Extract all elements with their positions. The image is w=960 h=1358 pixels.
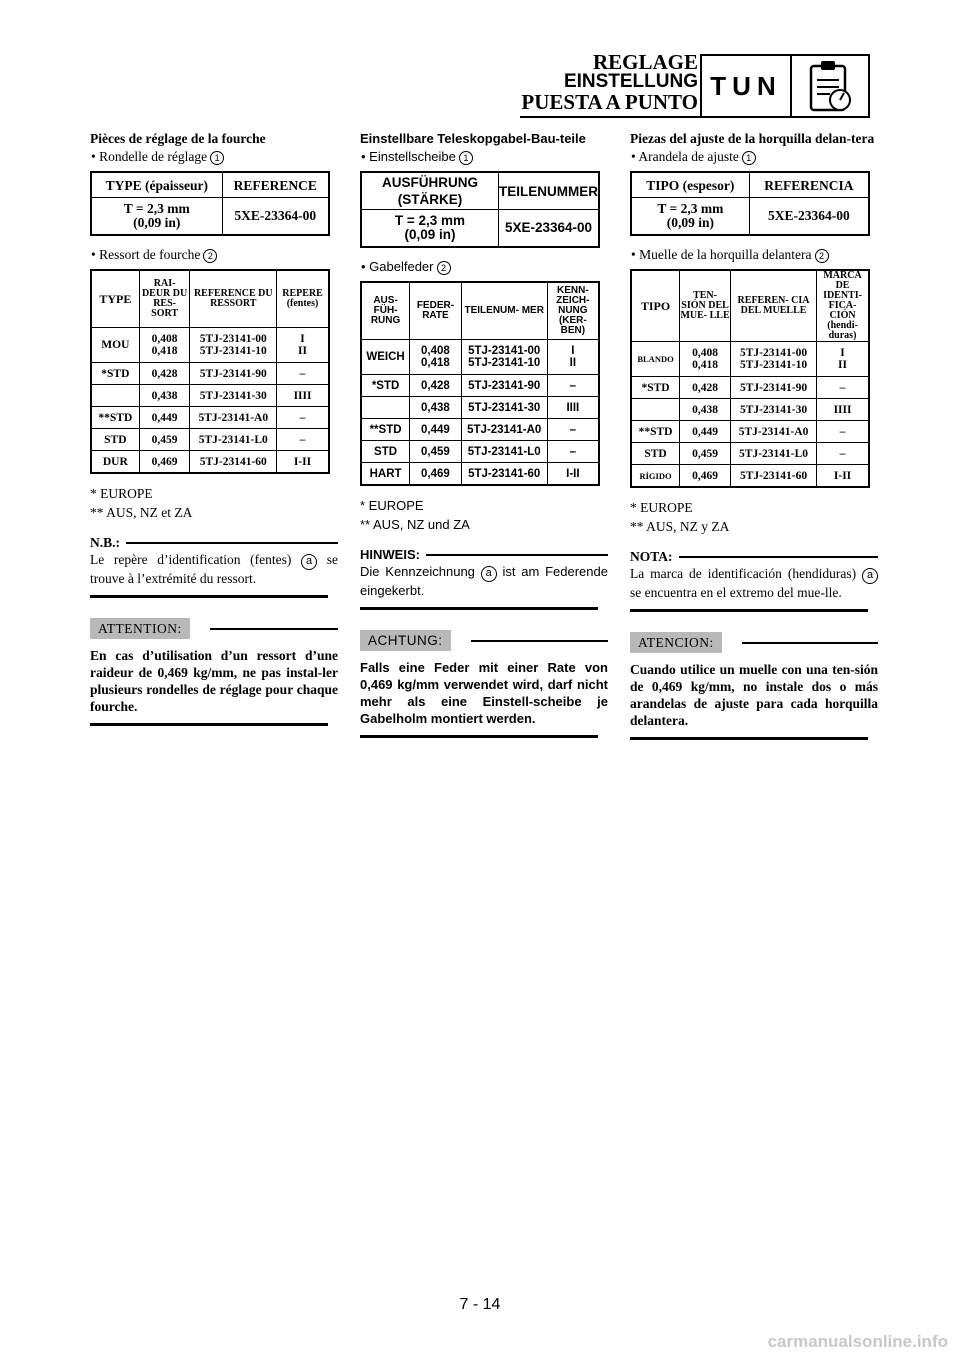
- warning-label: ATTENTION:: [90, 618, 190, 639]
- table-cell: 5TJ-23141-30: [190, 385, 277, 407]
- table-cell: 5TJ-23141-60: [190, 451, 277, 474]
- divider: [360, 735, 598, 738]
- table-row: [631, 443, 869, 465]
- table-cell: I II: [547, 340, 599, 375]
- table-cell: *STD: [361, 375, 410, 397]
- table-cell: 5TJ-23141-90: [190, 363, 277, 385]
- callout-2: 2: [437, 261, 451, 275]
- table-row: [361, 419, 599, 441]
- table-cell: 0,469: [139, 451, 190, 474]
- bullet-text: Arandela de ajuste: [638, 149, 739, 164]
- note-body-de: Die Kennzeichnung a ist am Federende eingekerbt.: [360, 564, 608, 598]
- table-cell: **STD: [631, 421, 680, 443]
- bullet-spring-es: • Muelle de la horquilla delantera 2: [630, 246, 878, 263]
- bullet-text: Gabelfeder: [369, 259, 434, 274]
- table-cell: 0,408 0,418: [410, 340, 462, 375]
- table-row: [361, 441, 599, 463]
- table-cell: 5TJ-23141-00 5TJ-23141-10: [731, 342, 817, 377]
- table-cell: [631, 399, 680, 421]
- spring-table-fr: [90, 269, 330, 474]
- table-cell: 5TJ-23141-60: [731, 465, 817, 488]
- watermark: carmanualsonline.info: [767, 1332, 948, 1351]
- washer-table-es: [630, 171, 870, 236]
- callout-2: 2: [203, 249, 217, 263]
- table-cell: 5XE-23364-00: [499, 210, 600, 248]
- table-header: TYPE: [91, 270, 139, 328]
- table-header: RAI- DEUR DU RES- SORT: [139, 270, 190, 328]
- column-spanish: [630, 130, 878, 740]
- bullet-text: Muelle de la horquilla delantera: [639, 247, 812, 262]
- table-cell: T = 2,3 mm (0,09 in): [631, 198, 749, 236]
- callout-2: 2: [815, 249, 829, 263]
- table-header: TIPO: [631, 270, 680, 342]
- note-header-de: [360, 546, 608, 563]
- table-header: KENN- ZEICH- NUNG (KER- BEN): [547, 282, 599, 340]
- callout-a: a: [481, 566, 497, 582]
- footnotes-de: [360, 496, 608, 534]
- table-cell: 0,428: [680, 377, 731, 399]
- table-row: [91, 451, 329, 474]
- table-cell: [91, 385, 139, 407]
- table-header: REFERENCIA: [749, 172, 869, 198]
- heading-es: Piezas del ajuste de la horquilla delan-tera: [630, 131, 875, 146]
- heading-de: Einstellbare Teleskopgabel-Bau-teile: [360, 131, 586, 146]
- table-cell: IIII: [277, 385, 329, 407]
- callout-1: 1: [210, 151, 224, 165]
- bullet-washer-fr: • Rondelle de réglage 1: [90, 148, 338, 165]
- table-cell: BLANDO: [631, 342, 680, 377]
- table-cell: 5TJ-23141-A0: [190, 407, 277, 429]
- table-cell: –: [277, 407, 329, 429]
- table-header: TEILENUM- MER: [461, 282, 547, 340]
- divider: [630, 737, 868, 740]
- title-fr: REGLAGE: [592, 50, 698, 74]
- table-cell: 0,428: [410, 375, 462, 397]
- note-body-fr: Le repère d’identification (fentes) a se trouve à l’extrémité du ressort.: [90, 552, 339, 586]
- table-cell: 5TJ-23141-90: [461, 375, 547, 397]
- table-cell: 0,449: [410, 419, 462, 441]
- table-cell: 5TJ-23141-L0: [190, 429, 277, 451]
- table-header: TEN- SIÓN DEL MUE- LLE: [680, 270, 731, 342]
- table-cell: 0,459: [410, 441, 462, 463]
- table-cell: 0,438: [680, 399, 731, 421]
- table-cell: 0,408 0,418: [680, 342, 731, 377]
- table-cell: 0,428: [139, 363, 190, 385]
- bullet-text: Einstellscheibe: [369, 149, 456, 164]
- callout-1: 1: [459, 151, 473, 165]
- warning-header-es: [630, 632, 878, 653]
- table-cell: WEICH: [361, 340, 410, 375]
- table-cell: T = 2,3 mm (0,09 in): [361, 210, 499, 248]
- bullet-washer-de: • Einstellscheibe 1: [360, 148, 608, 165]
- section-tab: [700, 54, 870, 118]
- footnotes-fr: [90, 484, 338, 522]
- table-cell: IIII: [547, 397, 599, 419]
- table-cell: 0,449: [139, 407, 190, 429]
- spring-table-es: [630, 269, 870, 488]
- table-cell: MOU: [91, 328, 139, 363]
- table-cell: 5TJ-23141-A0: [731, 421, 817, 443]
- table-cell: HART: [361, 463, 410, 486]
- table-header: AUSFÜHRUNG (STÄRKE): [361, 172, 499, 210]
- bullet-text: Ressort de fourche: [99, 247, 201, 262]
- table-cell: 5TJ-23141-30: [461, 397, 547, 419]
- table-cell: [361, 397, 410, 419]
- title-de: EINSTELLUNG: [563, 71, 698, 92]
- table-row: [361, 463, 599, 486]
- warning-label: ATENCION:: [630, 632, 722, 653]
- table-cell: 0,438: [139, 385, 190, 407]
- table-cell: 0,438: [410, 397, 462, 419]
- column-german: [360, 130, 608, 738]
- table-cell: I-II: [817, 465, 869, 488]
- table-cell: 5XE-23364-00: [222, 198, 329, 236]
- callout-1: 1: [742, 151, 756, 165]
- callout-a: a: [301, 554, 317, 570]
- table-header: TYPE (épaisseur): [91, 172, 222, 198]
- table-cell: 5TJ-23141-30: [731, 399, 817, 421]
- clipboard-gauge-icon: [794, 58, 864, 114]
- table-cell: 0,449: [680, 421, 731, 443]
- table-cell: **STD: [361, 419, 410, 441]
- bullet-spring-de: • Gabelfeder 2: [360, 258, 608, 275]
- table-cell: 0,408 0,418: [139, 328, 190, 363]
- table-row: [361, 340, 599, 375]
- divider: [630, 609, 868, 612]
- table-cell: 0,459: [139, 429, 190, 451]
- note-label: NOTA:: [630, 549, 673, 564]
- footnote: ** AUS, NZ und ZA: [360, 517, 470, 532]
- table-cell: –: [547, 441, 599, 463]
- spring-table-de: [360, 281, 600, 486]
- table-cell: 5TJ-23141-90: [731, 377, 817, 399]
- table-cell: I-II: [277, 451, 329, 474]
- table-header: REFEREN- CIA DEL MUELLE: [731, 270, 817, 342]
- table-cell: IIII: [817, 399, 869, 421]
- table-cell: 5TJ-23141-00 5TJ-23141-10: [461, 340, 547, 375]
- page-number: 7 - 14: [459, 1296, 501, 1313]
- warning-header-de: [360, 630, 608, 651]
- footnote: * EUROPE: [90, 486, 153, 501]
- table-cell: –: [547, 375, 599, 397]
- table-row: [91, 429, 329, 451]
- table-header: MARCA DE IDENTI- FICA- CIÓN (hendi- duras): [817, 270, 869, 342]
- table-cell: 5TJ-23141-00 5TJ-23141-10: [190, 328, 277, 363]
- table-cell: 5TJ-23141-L0: [731, 443, 817, 465]
- table-cell: *STD: [91, 363, 139, 385]
- note-body-es: La marca de identificación (hendiduras) a se encuentra en el extremo del mue-lle.: [630, 565, 878, 601]
- table-cell: –: [817, 443, 869, 465]
- note-label: HINWEIS:: [360, 547, 420, 562]
- table-cell: 5TJ-23141-A0: [461, 419, 547, 441]
- table-cell: 5TJ-23141-L0: [461, 441, 547, 463]
- table-header: REPERE (fentes): [277, 270, 329, 328]
- table-cell: DUR: [91, 451, 139, 474]
- warning-header-fr: [90, 618, 338, 639]
- table-header: AUS- FÜH- RUNG: [361, 282, 410, 340]
- table-cell: –: [277, 429, 329, 451]
- table-header: TIPO (espesor): [631, 172, 749, 198]
- warning-text-fr: En cas d’utilisation d’un ressort d’une raideur de 0,469 kg/mm, ne pas instal-ler plusieurs rondelles de réglage pour chaque fourche.: [90, 648, 338, 714]
- table-cell: 0,459: [680, 443, 731, 465]
- table-cell: *STD: [631, 377, 680, 399]
- table-cell: **STD: [91, 407, 139, 429]
- divider: [90, 595, 328, 598]
- callout-a: a: [862, 568, 878, 584]
- section-titles: [521, 52, 698, 112]
- footnote: ** AUS, NZ et ZA: [90, 505, 193, 520]
- bullet-spring-fr: • Ressort de fourche 2: [90, 246, 338, 263]
- note-header-fr: [90, 534, 338, 551]
- divider: [360, 607, 598, 610]
- table-row: [361, 375, 599, 397]
- table-row: [631, 377, 869, 399]
- title-es: PUESTA A PUNTO: [521, 90, 698, 114]
- warning-label: ACHTUNG:: [360, 630, 451, 651]
- table-cell: STD: [631, 443, 680, 465]
- bullet-washer-es: • Arandela de ajuste 1: [630, 148, 878, 165]
- table-row: [631, 399, 869, 421]
- table-row: [631, 342, 869, 377]
- footnotes-es: [630, 498, 878, 536]
- section-code: TUN: [702, 56, 792, 116]
- table-row: [91, 407, 329, 429]
- warning-text-es: Cuando utilice un muelle con una ten-sión de 0,469 kg/mm, no instale dos o más arandelas de ajuste para cada horquilla delantera.: [630, 662, 878, 728]
- table-cell: 0,469: [410, 463, 462, 486]
- table-row: [91, 328, 329, 363]
- heading-fr: Pièces de réglage de la fourche: [90, 131, 266, 146]
- table-row: [361, 397, 599, 419]
- table-row: [91, 385, 329, 407]
- column-french: [90, 130, 338, 726]
- table-cell: 0,469: [680, 465, 731, 488]
- table-cell: –: [817, 421, 869, 443]
- washer-table-fr: [90, 171, 330, 236]
- table-header: REFERENCE: [222, 172, 329, 198]
- note-label: N.B.:: [90, 535, 120, 550]
- table-cell: –: [277, 363, 329, 385]
- table-cell: 5XE-23364-00: [749, 198, 869, 236]
- table-row: [631, 465, 869, 488]
- table-cell: –: [547, 419, 599, 441]
- table-header: TEILENUMMER: [499, 172, 600, 210]
- table-cell: 5TJ-23141-60: [461, 463, 547, 486]
- divider: [90, 723, 328, 726]
- table-header: FEDER- RATE: [410, 282, 462, 340]
- bullet-text: Rondelle de réglage: [99, 149, 208, 164]
- footnote: * EUROPE: [360, 498, 424, 513]
- table-cell: STD: [91, 429, 139, 451]
- table-cell: I II: [277, 328, 329, 363]
- table-cell: I II: [817, 342, 869, 377]
- washer-table-de: [360, 171, 600, 248]
- table-cell: STD: [361, 441, 410, 463]
- table-cell: –: [817, 377, 869, 399]
- footnote: * EUROPE: [630, 500, 693, 515]
- table-cell: RÍGIDO: [631, 465, 680, 488]
- warning-text-de: Falls eine Feder mit einer Rate von 0,469 kg/mm verwendet wird, darf nicht mehr als eine Einstell-scheibe je Gabelholm montiert werden.: [360, 660, 608, 726]
- table-cell: T = 2,3 mm (0,09 in): [91, 198, 222, 236]
- table-cell: I-II: [547, 463, 599, 486]
- note-header-es: [630, 548, 878, 565]
- footnote: ** AUS, NZ y ZA: [630, 519, 730, 534]
- table-row: [91, 363, 329, 385]
- table-row: [631, 421, 869, 443]
- table-header: REFERENCE DU RESSORT: [190, 270, 277, 328]
